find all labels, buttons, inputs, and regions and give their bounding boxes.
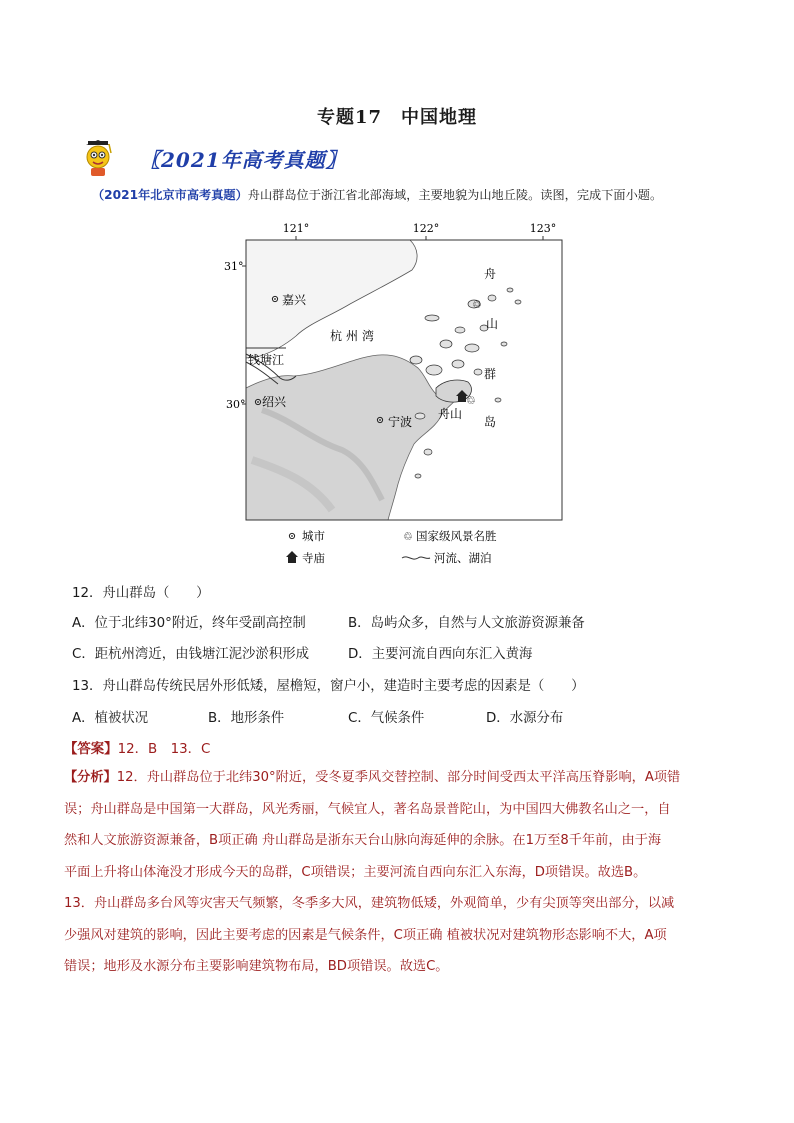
- lat-label-31: 31°: [224, 260, 244, 273]
- lon-label-122: 122°: [412, 222, 440, 235]
- banner-text: 〖2021年高考真题〗: [140, 147, 347, 172]
- question-12-option-a: A．位于北纬30°附近，终年受副高控制: [72, 616, 306, 631]
- lat-label-30: 30°: [226, 398, 246, 411]
- map-legend: [286, 529, 497, 565]
- label-jiaxing: 嘉兴: [282, 293, 307, 307]
- mascot-icon: [82, 139, 116, 177]
- question-13-option-d: D．水源分布: [486, 711, 564, 726]
- answer-line: [64, 738, 210, 757]
- question-13-option-b: B．地形条件: [208, 711, 285, 726]
- label-qiantang-river: 钱塘江: [248, 353, 285, 367]
- scenic-icon: ♲: [472, 298, 482, 311]
- section-banner: [82, 138, 347, 178]
- legend-city: 城市: [302, 529, 325, 543]
- label-island-char-4: 岛: [484, 415, 497, 429]
- label-shaoxing: 绍兴: [262, 395, 287, 409]
- analysis-line: 错误；地形及水源分布主要影响建筑物布局，BD项错误。故选C。: [64, 959, 449, 974]
- label-zhoushan: 舟山: [438, 407, 463, 421]
- analysis-line: 13．舟山群岛多台风等灾害天气频繁，冬季多大风，建筑物低矮，外观简单，少有尖顶等突出部分，以减: [64, 896, 675, 911]
- intro-source: （2021年北京市高考真题）: [92, 188, 248, 202]
- analysis-block: [64, 762, 734, 983]
- temple-icon: [286, 551, 298, 563]
- question-13-option-c: C．气候条件: [348, 711, 425, 726]
- label-island-char-3: 群: [484, 367, 497, 381]
- analysis-line: 误；舟山群岛是中国第一大群岛，风光秀丽，气候宜人，著名岛景普陀山，为中国四大佛教名山之一，自: [64, 801, 671, 817]
- analysis-line-text: 12．舟山群岛位于北纬30°附近，受冬夏季风交替控制、部分时间受西太平洋高压脊影响，A项错: [116, 770, 681, 785]
- scenic-icon: ♲: [466, 394, 476, 407]
- analysis-tag: 【分析】: [64, 770, 117, 785]
- question-13-stem: 13．舟山群岛传统民居外形低矮，屋檐短，窗户小，建造时主要考虑的因素是（ ）: [72, 679, 585, 694]
- intro-paragraph: [92, 186, 662, 203]
- question-12-option-d: D．主要河流自西向东汇入黄海: [348, 647, 533, 662]
- page-title: 专题17 中国地理: [316, 107, 478, 128]
- answer-text: 12．B 13．C: [117, 742, 211, 757]
- analysis-line: 平面上升将山体淹没才形成今天的岛群，C项错误；主要河流自西向东汇入东海，D项错误。故选B。: [64, 864, 647, 880]
- legend-scenic: 国家级风景名胜: [416, 529, 497, 543]
- lon-label-121: 121°: [282, 222, 310, 235]
- intro-text: 舟山群岛位于浙江省北部海域，主要地貌为山地丘陵。读图，完成下面小题。: [247, 188, 663, 202]
- question-12-option-b: B．岛屿众多，自然与人文旅游资源兼备: [348, 616, 585, 631]
- scenic-icon: ♲: [403, 530, 413, 543]
- label-island-char-1: 舟: [484, 267, 497, 281]
- analysis-line: 少强风对建筑的影响，因此主要考虑的因素是气候条件，C项正确 植被状况对建筑物形态影响不大，A项: [64, 927, 667, 943]
- label-hangzhou-bay: 杭州湾: [330, 329, 379, 343]
- analysis-line: 然和人文旅游资源兼备，B项正确 舟山群岛是浙东天台山脉向海延伸的余脉。在1万至8千年前，由于海: [64, 833, 662, 848]
- zhoushan-map: [222, 220, 572, 568]
- question-13-option-a: A．植被状况: [72, 711, 149, 726]
- question-12-stem: 12．舟山群岛（ ）: [72, 586, 210, 601]
- label-island-char-2: 山: [486, 317, 499, 331]
- river-lake-icon: [402, 557, 430, 559]
- legend-temple: 寺庙: [302, 551, 325, 565]
- legend-river-lake: 河流、湖泊: [434, 551, 492, 565]
- label-ningbo: 宁波: [388, 415, 413, 429]
- answer-tag: 【答案】: [64, 742, 118, 757]
- lon-label-123: 123°: [529, 222, 557, 235]
- question-12-option-c: C．距杭州湾近，由钱塘江泥沙淤积形成: [72, 647, 309, 662]
- analysis-line: [64, 762, 734, 794]
